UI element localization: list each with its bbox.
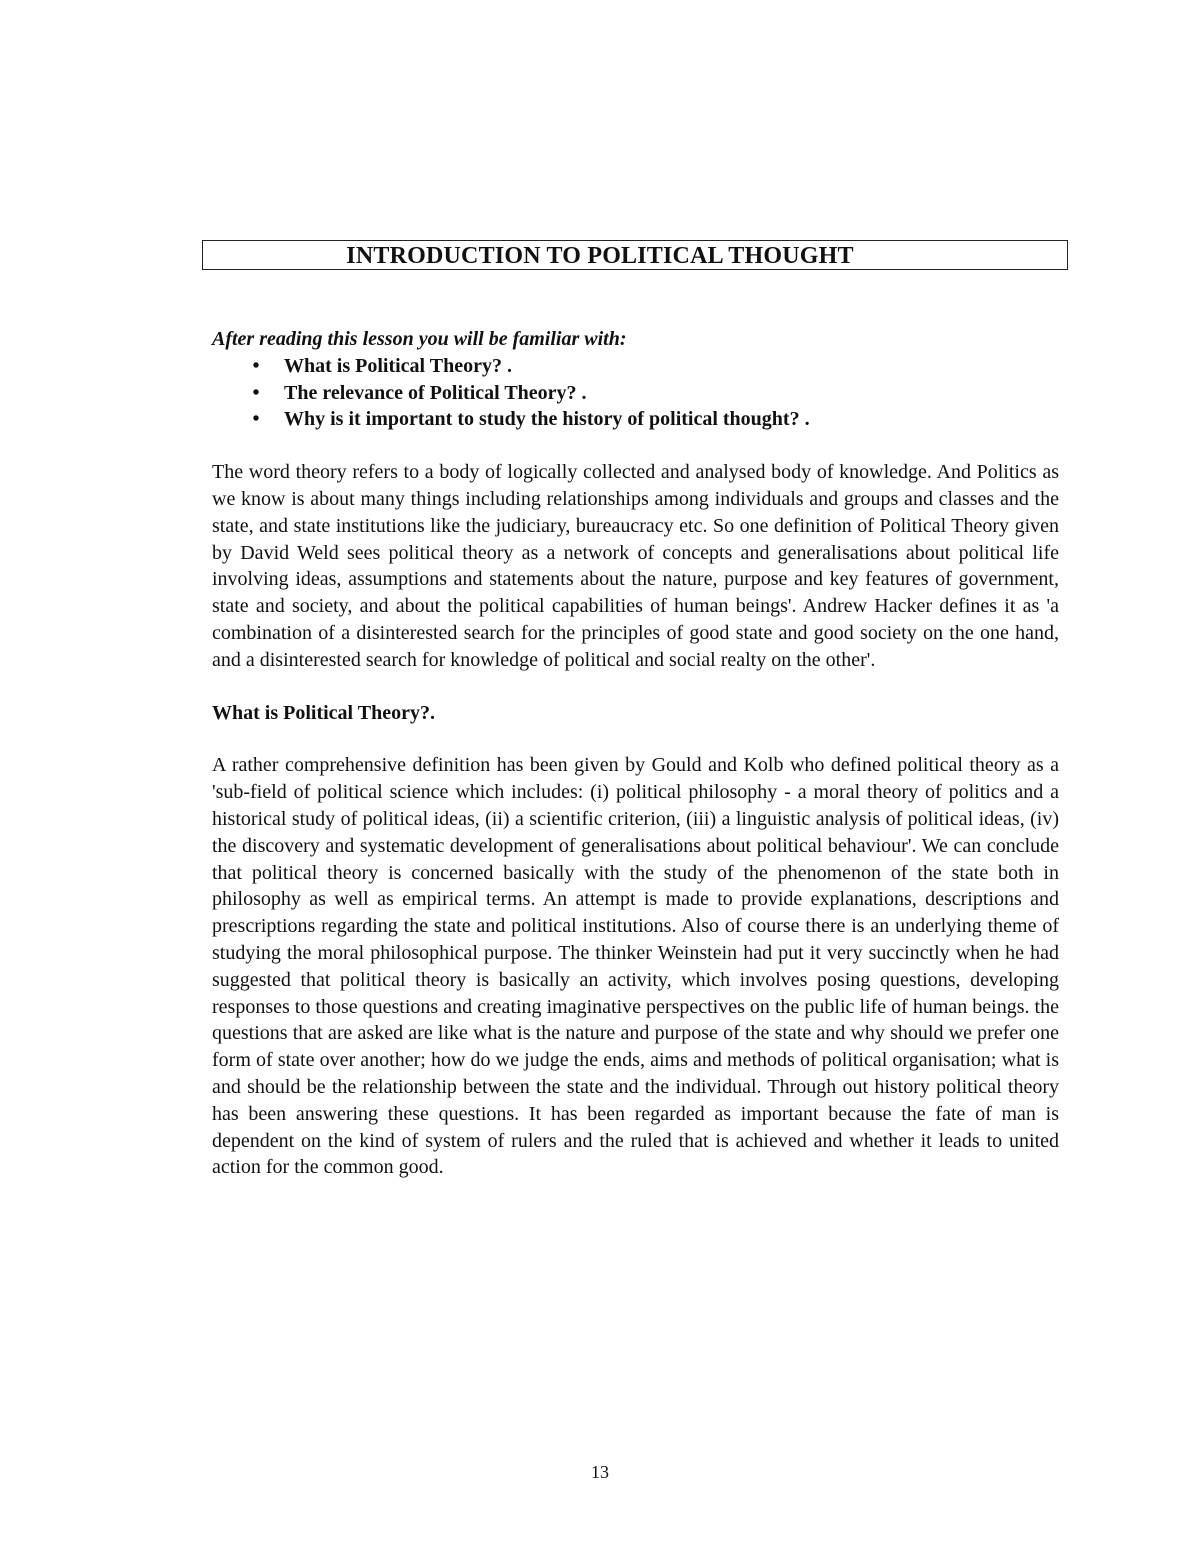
list-item-text: What is Political Theory? . [284, 354, 512, 377]
list-item-text: Why is it important to study the history of political thought? . [284, 408, 810, 431]
spacer [212, 674, 1059, 700]
bullet-icon: • [252, 381, 260, 404]
page-title: INTRODUCTION TO POLITICAL THOUGHT [346, 243, 854, 269]
paragraph-definition: A rather comprehensive definition has been given by Gould and Kolb who defined political theory as a 'sub-field of political science which includes: (i) political philosophy - a moral theory of politics and a historical study of political ideas, (ii) a scientific criterion, (iii) a linguistic analysis of political ideas, (iv) the discovery and systematic development of generalisations about political behaviour'. We can conclude that political theory is concerned basically with the study of the phenomenon of the state both in philosophy as well as empirical terms. An attempt is made to provide explanations, descriptions and prescriptions regarding the state and political institutions. Also of course there is an underlying theme of studying the moral philosophical purpose. The thinker Weinstein had put it very succinctly when he had suggested that political theory is basically an activity, which involves posing questions, developing responses to those questions and creating imaginative perspectives on the public life of human beings. the questions that are asked are like what is the nature and purpose of the state and why should we prefer one form of state over another; how do we judge the ends, aims and methods of political organisation; what is and should be the relationship between the state and the individual. Through out history political theory has been answering these questions. It has been regarded as important because the fate of man is dependent on the kind of system of rulers and the ruled that is achieved and whether it leads to united action for the common good. [212, 754, 1059, 1179]
spacer [212, 726, 1059, 752]
bullet-icon: • [252, 354, 260, 377]
document-body [212, 326, 1059, 1181]
section-heading: What is Political Theory?. [212, 701, 435, 724]
objectives-list [212, 353, 1059, 433]
bullet-icon: • [252, 408, 260, 431]
list-item [212, 353, 1059, 380]
list-item [212, 406, 1059, 433]
spacer [212, 433, 1059, 459]
paragraph-intro: The word theory refers to a body of logically collected and analysed body of knowledge. And Politics as we know is about many things including relationships among individuals and groups and classes and the state, and state institutions like the judiciary, bureaucracy etc. So one definition of Political Theory given by David Weld sees political theory as a network of concepts and generalisations about political life involving ideas, assumptions and statements about the nature, purpose and key features of government, state and society, and about the political capabilities of human beings'. Andrew Hacker defines it as 'a combination of a disinterested search for the principles of good state and good society on the one hand, and a disinterested search for knowledge of political and social realty on the other'. [212, 461, 1059, 671]
lesson-intro: After reading this lesson you will be familiar with: [212, 328, 627, 350]
list-item-text: The relevance of Political Theory? . [284, 381, 587, 404]
page-number: 13 [591, 1462, 609, 1482]
list-item [212, 380, 1059, 407]
